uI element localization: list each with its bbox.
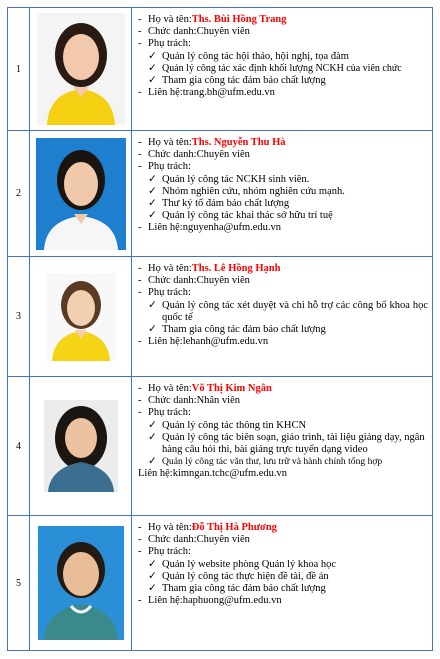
- check-icon: ✓: [148, 173, 157, 185]
- info-cell: - Họ và tên: Đỗ Thị Hà Phương - Chức danh: Chuyên viên - Phụ trách: ✓ Quản lý website phòng Quản lý khoa học ✓ Quản lý công tác thực hiện đề tài, đề án ✓ Tham gia công tác đảm bảo chất lượng - Liên hệ: haphuong@ufm.edu.vn: [138, 522, 337, 607]
- staff-title: Chuyên viên: [196, 275, 250, 287]
- row-index: 1: [8, 8, 30, 130]
- duty-item: Quản lý công tác văn thư, lưu trữ và hành chính tổng hợp: [162, 456, 383, 468]
- check-icon: ✓: [148, 198, 157, 210]
- check-icon: ✓: [148, 456, 157, 468]
- check-icon: ✓: [148, 558, 157, 570]
- contact-email[interactable]: haphuong@ufm.edu.vn: [182, 595, 282, 607]
- info-cell: - Họ và tên: Ths. Nguyễn Thu Hà - Chức danh: Chuyên viên - Phụ trách: ✓ Quản lý công tác NCKH sinh viên. ✓ Nhóm nghiên cứu, nhóm nghiên cứu mạnh. ✓ Thư ký tổ đảm bảo chất lượng ✓ Quản lý công tác khai thác sở hữu trí tuệ - Liên hệ: nguyenha@ufm.edu.vn: [138, 137, 345, 234]
- row-index: 5: [8, 516, 30, 650]
- staff-title: Chuyên viên: [196, 534, 250, 546]
- check-icon: ✓: [148, 419, 157, 431]
- check-icon: ✓: [148, 62, 157, 74]
- staff-row: [8, 8, 432, 131]
- check-icon: ✓: [148, 431, 157, 443]
- duty-item: Quản lý công tác biên soạn, giáo trình, tài liệu giảng dạy, ngân hàng câu hỏi thi, bài giảng trực tuyến dạng video: [162, 431, 425, 456]
- staff-title: Chuyên viên: [196, 26, 250, 38]
- duty-item: Quản lý công tác khai thác sở hữu trí tuệ: [162, 210, 333, 222]
- staff-photo: [38, 526, 124, 640]
- duty-item: Tham gia công tác đảm bảo chất lượng: [162, 75, 326, 87]
- staff-title: Chuyên viên: [196, 149, 250, 161]
- check-icon: ✓: [148, 324, 157, 336]
- staff-photo: [46, 273, 116, 361]
- check-icon: ✓: [148, 570, 157, 582]
- duty-item: Tham gia công tác đảm bảo chất lượng: [162, 583, 326, 595]
- staff-name: Ths. Nguyễn Thu Hà: [191, 137, 286, 148]
- staff-title: Nhân viên: [196, 395, 241, 407]
- info-cell: - Họ và tên: Võ Thị Kim Ngân - Chức danh: Nhân viên - Phụ trách: ✓ Quản lý công tác thông tin KHCN ✓ Quản lý công tác biên soạn, giáo trình, tài liệu giảng dạy, ngân hàng câu hỏi thi, bài giảng trực tuyến dạng video ✓ Quản lý công tác văn thư, lưu trữ và hành chính tổng hợp Liên hệ: kimngan.tchc@ufm.edu.vn: [132, 377, 432, 515]
- staff-name: Ths. Lê Hồng Hạnh: [191, 263, 281, 274]
- contact-email[interactable]: nguyenha@ufm.edu.vn: [182, 222, 282, 234]
- row-index: 2: [8, 131, 30, 256]
- duty-item: Quản lý công tác thực hiện đề tài, đề án: [162, 570, 329, 582]
- duty-item: Quản lý website phòng Quản lý khoa học: [162, 558, 337, 570]
- check-icon: ✓: [148, 75, 157, 87]
- contact-email[interactable]: trang.bh@ufm.edu.vn: [182, 87, 275, 99]
- info-cell: - Họ và tên: Ths. Bùi Hồng Trang - Chức danh: Chuyên viên - Phụ trách: ✓ Quản lý công tác hội thảo, hội nghị, tọa đàm ✓ Quản lý công tác xác định khối lượng NCKH của viên chức ✓ Tham gia công tác đảm bảo chất lượng - Liên hệ: trang.bh@ufm.edu.vn: [138, 14, 402, 99]
- check-icon: ✓: [148, 50, 157, 62]
- staff-name: Ths. Bùi Hồng Trang: [191, 14, 287, 25]
- info-cell: - Họ và tên: Ths. Lê Hồng Hạnh - Chức danh: Chuyên viên - Phụ trách: ✓ Quản lý công tác xét duyệt và chi hỗ trợ các công bố khoa học quốc tế ✓ Tham gia công tác đảm bảo chất lượng - Liên hệ: lehanh@ufm.edu.vn: [138, 263, 428, 348]
- check-icon: ✓: [148, 583, 157, 595]
- staff-row: [8, 257, 432, 377]
- staff-photo: [37, 13, 125, 125]
- check-icon: ✓: [148, 299, 157, 311]
- staff-table: [7, 7, 433, 651]
- staff-name: Võ Thị Kim Ngân: [191, 383, 272, 394]
- check-icon: ✓: [148, 210, 157, 222]
- contact-email[interactable]: kimngan.tchc@ufm.edu.vn: [172, 468, 288, 480]
- photo-cell: [30, 8, 132, 130]
- photo-cell: [30, 516, 132, 650]
- staff-name: Đỗ Thị Hà Phương: [191, 522, 277, 533]
- duty-item: Quản lý công tác xác định khối lượng NCKH của viên chức: [162, 62, 402, 74]
- staff-row: [8, 516, 432, 650]
- duty-item: Tham gia công tác đảm bảo chất lượng: [162, 324, 326, 336]
- staff-row: [8, 377, 432, 516]
- photo-cell: [30, 257, 132, 376]
- duty-item: Thư ký tổ đảm bảo chất lượng: [162, 198, 290, 210]
- photo-cell: [30, 131, 132, 256]
- row-index: 4: [8, 377, 30, 515]
- photo-cell: [30, 377, 132, 515]
- check-icon: ✓: [148, 185, 157, 197]
- duty-item: Quản lý công tác NCKH sinh viên.: [162, 173, 310, 185]
- contact-email[interactable]: lehanh@ufm.edu.vn: [182, 336, 269, 348]
- duty-item: Quản lý công tác hội thảo, hội nghị, tọa đàm: [162, 50, 349, 62]
- row-index: 3: [8, 257, 30, 376]
- staff-photo: [44, 400, 118, 492]
- staff-photo: [36, 138, 126, 250]
- staff-row: [8, 131, 432, 257]
- duty-item: Quản lý công tác thông tin KHCN: [162, 419, 307, 431]
- duty-item: Nhóm nghiên cứu, nhóm nghiên cứu mạnh.: [162, 185, 345, 197]
- duty-item: Quản lý công tác xét duyệt và chi hỗ trợ các công bố khoa học quốc tế: [162, 299, 428, 323]
